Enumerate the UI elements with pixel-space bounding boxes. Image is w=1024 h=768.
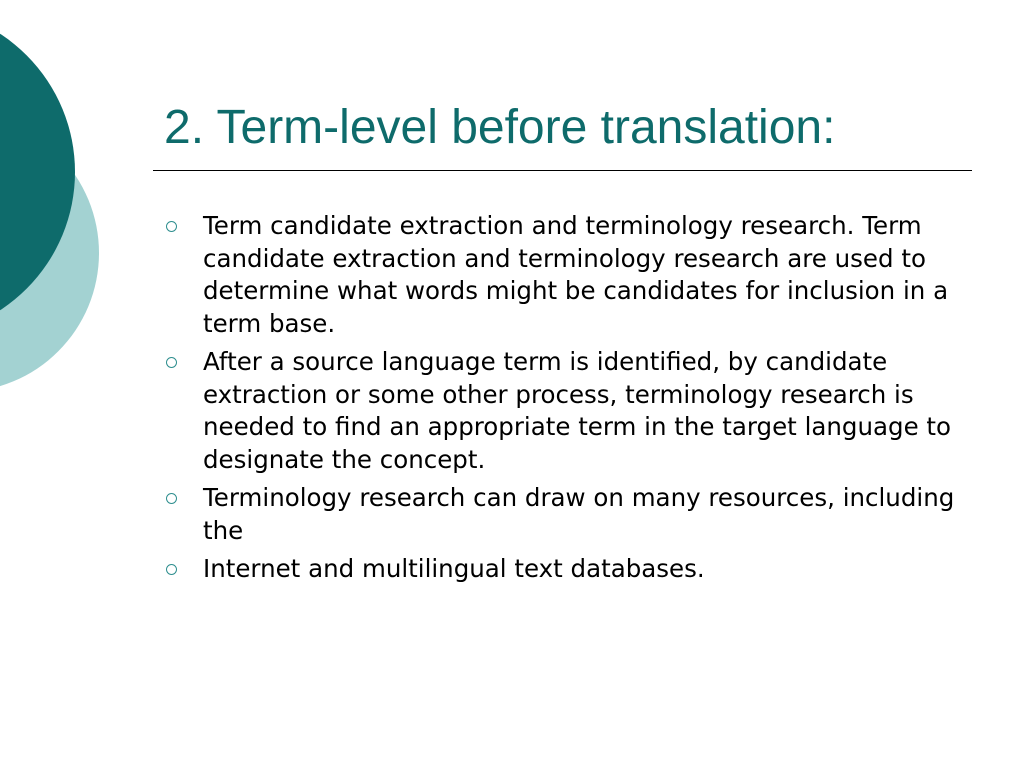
title-divider — [153, 170, 972, 171]
bullet-item — [164, 346, 964, 476]
bullet-text: Term candidate extraction and terminology research. Term candidate extraction and terminology research are used to determine what words might be candidates for inclusion in a term base. — [203, 211, 949, 338]
hollow-circle-bullet-icon — [166, 357, 177, 368]
hollow-circle-bullet-icon — [166, 221, 177, 232]
bullet-item — [164, 482, 964, 547]
hollow-circle-bullet-icon — [166, 493, 177, 504]
decorative-circles — [0, 0, 110, 420]
bullet-text: After a source language term is identified, by candidate extraction or some other process, terminology research is needed to find an appropriate term in the target language to designate the concept. — [203, 347, 952, 474]
hollow-circle-bullet-icon — [166, 564, 177, 575]
bullet-text: Internet and multilingual text databases. — [203, 554, 705, 583]
bullet-item — [164, 210, 964, 340]
slide-title: 2. Term-level before translation: — [164, 101, 836, 154]
bullet-text: Terminology research can draw on many resources, including the — [203, 483, 955, 545]
bullet-list — [164, 210, 964, 592]
bullet-item — [164, 553, 964, 586]
